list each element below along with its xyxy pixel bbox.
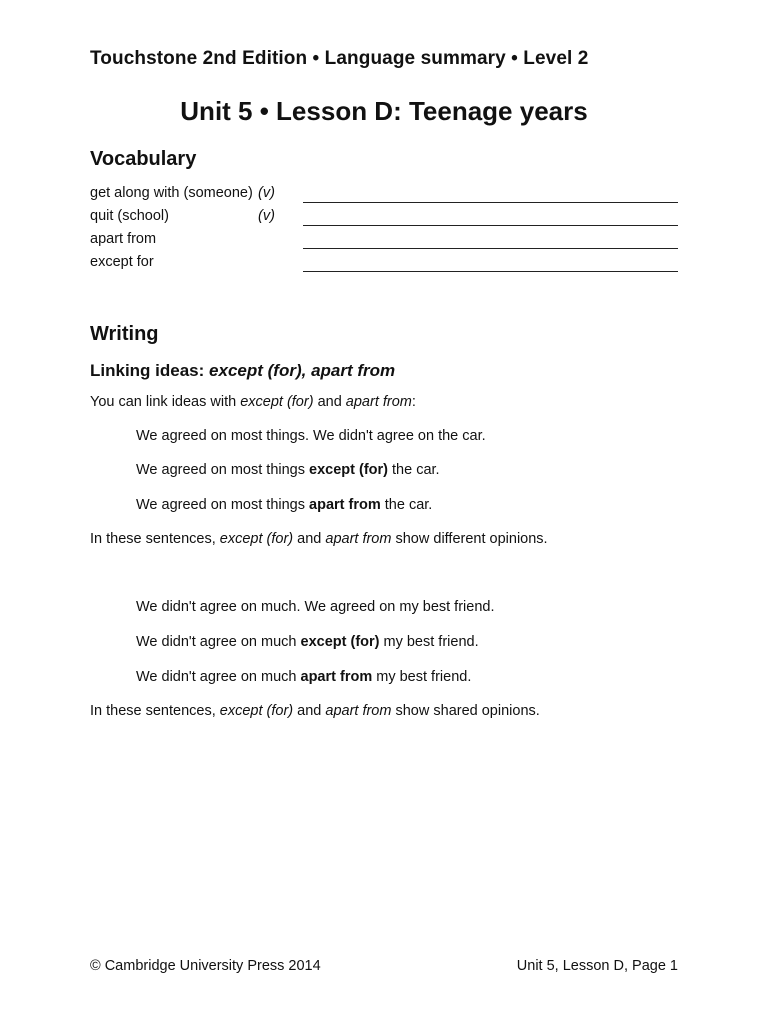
answer-line	[303, 225, 678, 226]
text-run: and	[293, 531, 326, 547]
vocab-row	[90, 185, 678, 207]
bold-term: apart from	[309, 497, 381, 513]
italic-term: except (for)	[219, 531, 294, 547]
vocab-term: quit (school)	[90, 208, 169, 224]
vocab-part-of-speech: (v)	[258, 208, 275, 224]
bold-term: except (for)	[309, 462, 388, 478]
subheading-term: except (for)	[209, 361, 302, 380]
example-sentence	[136, 428, 486, 444]
example-sentence	[136, 634, 479, 650]
text-run: We agreed on most things. We didn't agree on the car.	[136, 428, 486, 444]
text-run: :	[411, 394, 416, 410]
italic-term: except (for)	[240, 394, 314, 410]
example-sentence	[136, 669, 471, 685]
example-sentence	[136, 497, 432, 513]
text-run: show different opinions.	[391, 531, 548, 547]
subheading-separator: ,	[301, 361, 312, 380]
italic-term: except (for)	[219, 703, 294, 719]
italic-term: apart from	[325, 703, 392, 719]
vocab-term: except for	[90, 254, 154, 270]
text-run: We agreed on most things	[136, 497, 310, 513]
intro-paragraph	[90, 394, 416, 410]
writing-heading: Writing	[90, 323, 159, 345]
italic-term: apart from	[345, 394, 412, 410]
footer-copyright: © Cambridge University Press 2014	[90, 958, 321, 974]
italic-term: apart from	[325, 531, 392, 547]
vocab-row	[90, 231, 678, 253]
subheading-prefix: Linking ideas:	[90, 361, 210, 380]
lesson-title: Unit 5 • Lesson D: Teenage years	[180, 96, 588, 126]
vocab-row	[90, 254, 678, 276]
answer-line	[303, 248, 678, 249]
text-run: my best friend.	[372, 669, 472, 685]
document-header: Touchstone 2nd Edition • Language summary • Level 2	[90, 48, 589, 69]
text-run: and	[313, 394, 346, 410]
text-run: We didn't agree on much	[136, 669, 301, 685]
text-run: my best friend.	[379, 634, 479, 650]
text-run: the car.	[380, 497, 433, 513]
text-run: and	[293, 703, 326, 719]
answer-line	[303, 271, 678, 272]
text-run: show shared opinions.	[391, 703, 540, 719]
vocab-part-of-speech: (v)	[258, 185, 275, 201]
vocab-term: get along with (someone)	[90, 185, 253, 201]
bold-term: except (for)	[300, 634, 380, 650]
vocabulary-heading: Vocabulary	[90, 148, 197, 170]
answer-line	[303, 202, 678, 203]
example-sentence	[136, 599, 495, 615]
text-run: In these sentences,	[90, 703, 220, 719]
explanation-note	[90, 703, 540, 719]
text-run: the car.	[388, 462, 440, 478]
vocab-term: apart from	[90, 231, 157, 247]
footer-page-info: Unit 5, Lesson D, Page 1	[516, 958, 678, 974]
text-run: In these sentences,	[90, 531, 220, 547]
vocab-row	[90, 208, 678, 230]
text-run: You can link ideas with	[90, 394, 241, 410]
writing-subheading	[90, 361, 395, 381]
text-run: We didn't agree on much. We agreed on my best friend.	[136, 599, 495, 615]
text-run: We agreed on most things	[136, 462, 310, 478]
example-sentence	[136, 462, 440, 478]
text-run: We didn't agree on much	[136, 634, 301, 650]
explanation-note	[90, 531, 548, 547]
bold-term: apart from	[300, 669, 373, 685]
subheading-term: apart from	[311, 361, 396, 380]
